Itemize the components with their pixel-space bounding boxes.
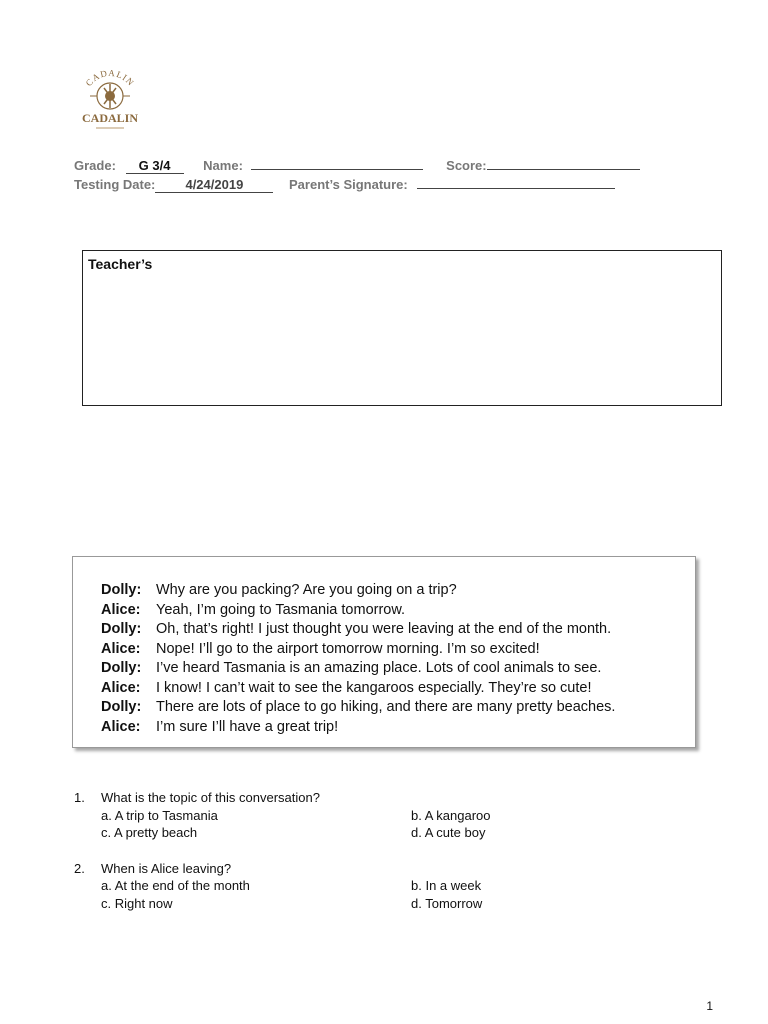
- testing-date-value: 4/24/2019: [155, 177, 273, 193]
- dialogue-line: [101, 719, 338, 735]
- name-field[interactable]: [251, 169, 423, 170]
- dialogue-text: Oh, that’s right! I just thought you were leaving at the end of the month.: [156, 621, 612, 637]
- dialogue-speaker: Alice:: [101, 640, 141, 657]
- dialogue-text: I’ve heard Tasmania is an amazing place. Lots of cool animals to see.: [156, 660, 602, 676]
- dialogue-text: There are lots of place to go hiking, and there are many pretty beaches.: [156, 699, 616, 715]
- dialogue-speaker: Dolly:: [101, 621, 142, 637]
- dialogue-text: Yeah, I’m going to Tasmania tomorrow.: [156, 601, 406, 618]
- question-2-option-b[interactable]: b. In a week: [411, 878, 482, 893]
- dialogue-speaker: Dolly:: [101, 660, 142, 676]
- question-1-text: What is the topic of this conversation?: [101, 790, 320, 805]
- question-1-option-a[interactable]: a. A trip to Tasmania: [101, 808, 218, 823]
- dialogue-line: [101, 582, 457, 598]
- dialogue-box: [72, 556, 696, 748]
- dialogue-line: [101, 602, 405, 618]
- question-2-text: When is Alice leaving?: [101, 861, 232, 876]
- dialogue-speaker: Alice:: [101, 679, 141, 696]
- header-row-2: [74, 177, 615, 193]
- dialogue-line: [101, 621, 611, 637]
- dialogue-line: [101, 641, 540, 657]
- dialogue-line: [101, 699, 615, 715]
- question-1-number: 1.: [74, 790, 85, 805]
- question-1-option-c[interactable]: c. A pretty beach: [101, 825, 198, 840]
- question-2-number: 2.: [74, 861, 85, 876]
- teacher-comment-box: [82, 250, 722, 406]
- signature-field[interactable]: [417, 188, 615, 189]
- dialogue-text: I’m sure I’ll have a great trip!: [156, 718, 339, 735]
- header-row-1: [74, 158, 640, 174]
- question-1-option-d[interactable]: d. A cute boy: [411, 825, 486, 840]
- teacher-box-title: Teacher’s: [88, 256, 153, 272]
- dialogue-speaker: Alice:: [101, 601, 141, 618]
- dialogue-line: [101, 680, 592, 696]
- dialogue-speaker: Dolly:: [101, 582, 142, 598]
- dialogue-text: I know! I can’t wait to see the kangaroos especially. They’re so cute!: [156, 679, 592, 696]
- name-label: Name:: [203, 158, 243, 173]
- grade-value: G 3/4: [126, 158, 184, 174]
- dialogue-text: Why are you packing? Are you going on a trip?: [156, 582, 457, 598]
- question-2-option-c[interactable]: c. Right now: [101, 896, 173, 911]
- score-label: Score:: [446, 158, 487, 173]
- page-number: 1: [706, 999, 713, 1013]
- question-2-option-d[interactable]: d. Tomorrow: [411, 896, 483, 911]
- question-1-option-b[interactable]: b. A kangaroo: [411, 808, 491, 823]
- svg-text:CADALIN: CADALIN: [83, 67, 137, 89]
- score-field[interactable]: [487, 169, 640, 170]
- testing-date-label: Testing Date:: [74, 177, 156, 192]
- grade-label: Grade:: [74, 158, 116, 173]
- dialogue-line: [101, 660, 601, 676]
- dialogue-text: Nope! I’ll go to the airport tomorrow morning. I’m so excited!: [156, 640, 540, 657]
- signature-label: Parent’s Signature:: [289, 177, 408, 192]
- svg-text:CADALIN: CADALIN: [81, 111, 139, 125]
- dialogue-speaker: Dolly:: [101, 699, 142, 715]
- dialogue-speaker: Alice:: [101, 718, 141, 735]
- question-2-option-a[interactable]: a. At the end of the month: [101, 878, 250, 893]
- cadalin-logo: [74, 66, 146, 138]
